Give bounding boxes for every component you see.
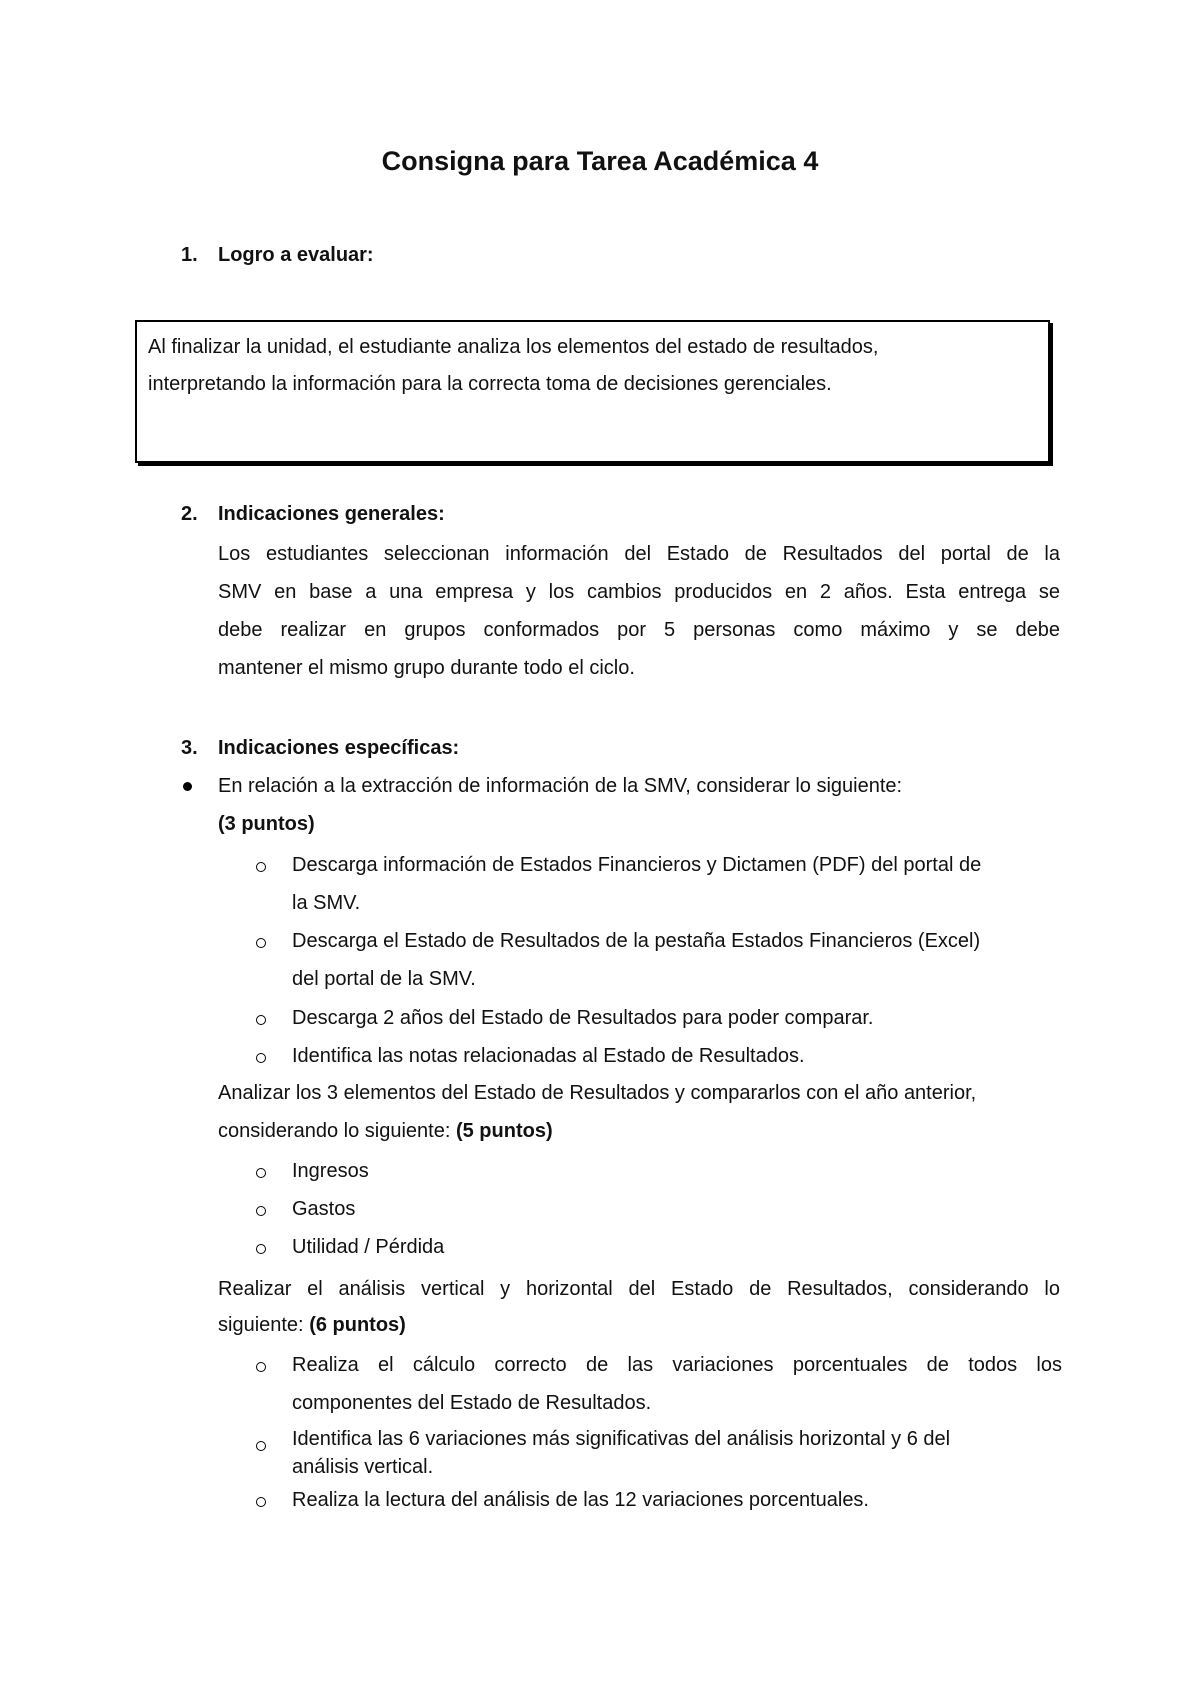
points-6: (6 puntos)	[309, 1314, 406, 1336]
list-item	[292, 922, 1062, 998]
list-item: Realiza la lectura del análisis de las 12 variaciones porcentuales.	[292, 1489, 869, 1511]
achievement-box	[135, 320, 1050, 463]
section-1-heading	[181, 244, 374, 267]
points-5: (5 puntos)	[455, 1120, 553, 1142]
list-item	[292, 1346, 1062, 1422]
analysis-intro-line-2	[218, 1120, 553, 1143]
list-item	[292, 999, 1062, 1037]
circle-bullet-icon	[256, 1015, 266, 1025]
list-item-line: Descarga información de Estados Financieros y Dictamen (PDF) del portal de	[292, 854, 982, 876]
list-item-line: la SMV.	[292, 892, 361, 914]
general-line-2: SMV en base a una empresa y los cambios producidos en 2 años. Esta entrega se	[218, 581, 1060, 603]
general-line-3: debe realizar en grupos conformados por 5 personas como máximo y se debe	[218, 619, 1060, 641]
bullet-icon	[183, 782, 192, 791]
list-item	[292, 846, 1062, 922]
section-3-title: Indicaciones específicas:	[218, 737, 460, 759]
vh-intro-line-1: Realizar el análisis vertical y horizontal del Estado de Resultados, considerando lo	[218, 1278, 1060, 1300]
smv-extraction-text: En relación a la extracción de información de la SMV, considerar lo siguiente:	[218, 775, 903, 797]
list-item-line: del portal de la SMV.	[292, 968, 476, 990]
section-2-heading	[181, 503, 445, 526]
analysis-intro-text: considerando lo siguiente:	[218, 1120, 451, 1142]
list-item: Utilidad / Pérdida	[292, 1236, 445, 1258]
circle-bullet-icon	[256, 1441, 266, 1451]
circle-bullet-icon	[256, 1244, 266, 1254]
page-title: Consigna para Tarea Académica 4	[381, 146, 819, 176]
circle-bullet-icon	[256, 1206, 266, 1216]
list-item: Ingresos	[292, 1160, 369, 1182]
list-item-line: Identifica las notas relacionadas al Estado de Resultados.	[292, 1045, 805, 1067]
circle-bullet-icon	[256, 1168, 266, 1178]
general-line-4: mantener el mismo grupo durante todo el ciclo.	[218, 657, 635, 679]
circle-bullet-icon	[256, 1497, 266, 1507]
section-1-number: 1.	[181, 244, 198, 266]
vh-intro-text: siguiente:	[218, 1314, 304, 1336]
list-item-line: componentes del Estado de Resultados.	[292, 1392, 652, 1414]
points-3: (3 puntos)	[218, 813, 315, 835]
section-1-title: Logro a evaluar:	[218, 244, 374, 266]
section-3-number: 3.	[181, 737, 198, 759]
circle-bullet-icon	[256, 938, 266, 948]
vertical-horizontal-intro	[218, 1270, 1060, 1308]
list-item	[292, 1037, 1062, 1075]
achievement-line-2: interpretando la información para la correcta toma de decisiones gerenciales.	[148, 373, 832, 395]
vh-intro-line-2	[218, 1314, 406, 1337]
circle-bullet-icon	[256, 1053, 266, 1063]
general-line-1: Los estudiantes seleccionan información del Estado de Resultados del portal de la	[218, 543, 1060, 565]
circle-bullet-icon	[256, 862, 266, 872]
list-item-line: análisis vertical.	[292, 1456, 434, 1478]
list-item	[292, 1425, 1062, 1481]
achievement-line-1: Al finalizar la unidad, el estudiante analiza los elementos del estado de resultados,	[148, 336, 879, 358]
list-item-line: Identifica las 6 variaciones más significativas del análisis horizontal y 6 del	[292, 1428, 951, 1450]
list-item-line: Descarga 2 años del Estado de Resultados para poder comparar.	[292, 1007, 874, 1029]
list-item: Gastos	[292, 1198, 356, 1220]
analysis-intro-line-1: Analizar los 3 elementos del Estado de Resultados y compararlos con el año anterior,	[218, 1082, 977, 1104]
section-3-heading	[181, 737, 459, 760]
general-instructions	[218, 535, 1060, 687]
circle-bullet-icon	[256, 1362, 266, 1372]
list-item-line: Descarga el Estado de Resultados de la pestaña Estados Financieros (Excel)	[292, 930, 981, 952]
section-2-number: 2.	[181, 503, 198, 525]
section-2-title: Indicaciones generales:	[218, 503, 445, 525]
list-item-line: Realiza el cálculo correcto de las variaciones porcentuales de todos los	[292, 1354, 1062, 1376]
